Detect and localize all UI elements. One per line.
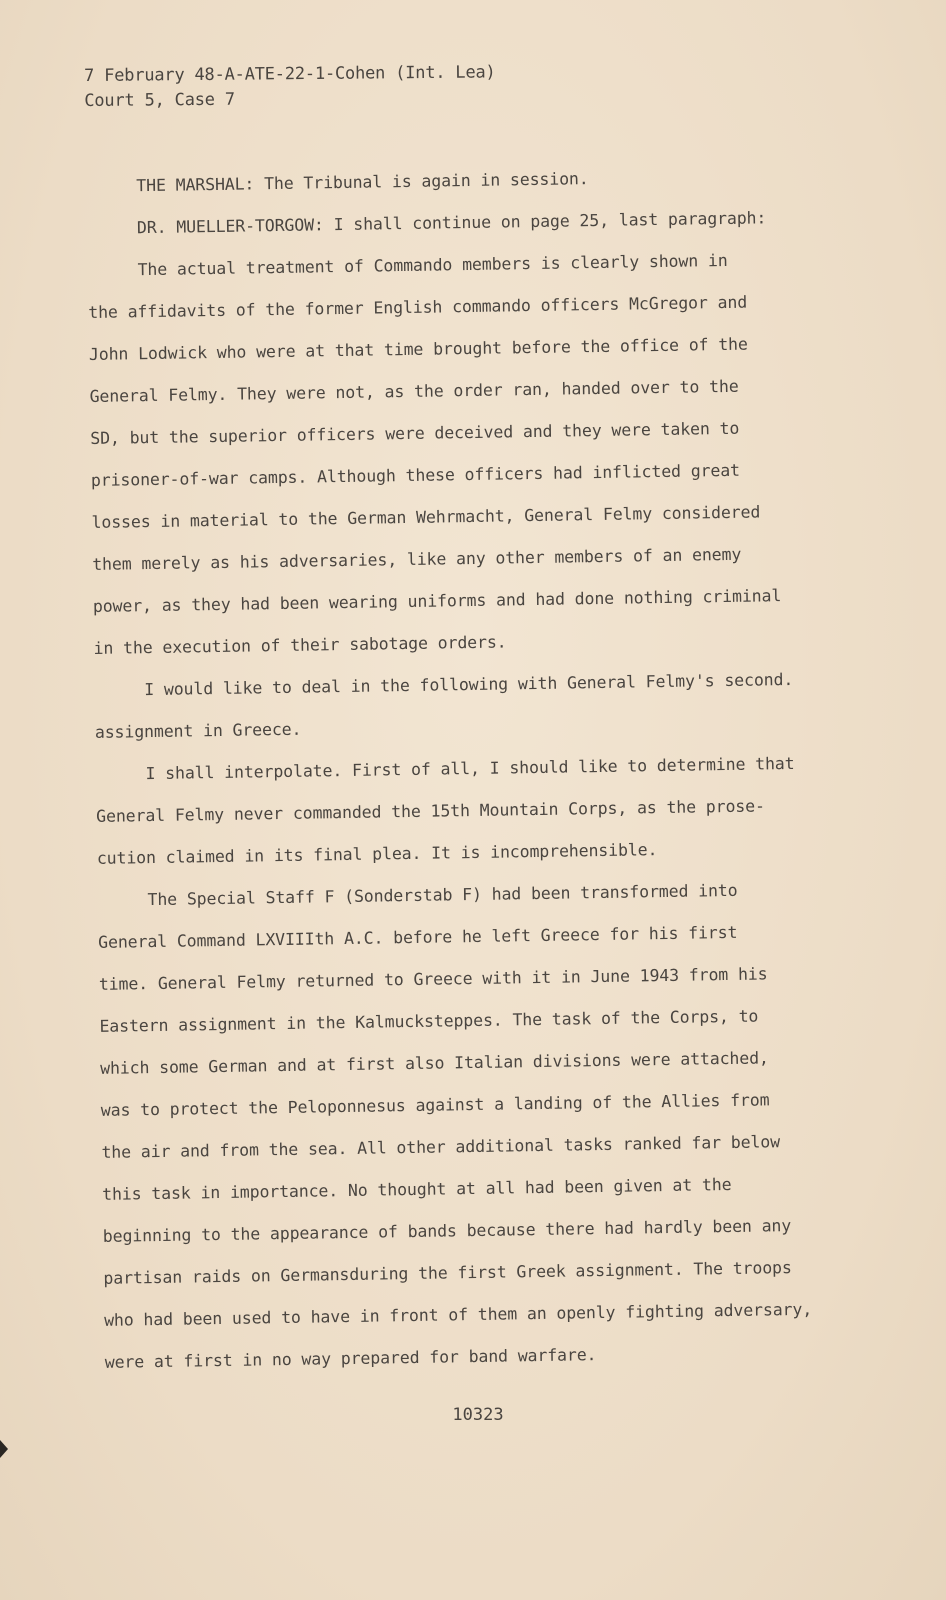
transcript-line: General Felmy never commanded the 15th Mountain Corps, as the prose-: [96, 796, 765, 826]
transcript-line: I shall interpolate. First of all, I should like to determine that: [145, 753, 795, 784]
page-number: 10323: [452, 1405, 504, 1425]
transcript-line: cution claimed in its final plea. It is incomprehensible.: [96, 840, 658, 868]
transcript-line: SD, but the superior officers were deceived and they were taken to: [90, 418, 740, 448]
transcript-line: was to protect the Peloponnesus against a landing of the Allies from: [100, 1090, 770, 1120]
transcript-line: were at first in no way prepared for band warfare.: [104, 1345, 597, 1372]
transcript-line: THE MARSHAL: The Tribunal is again in session.: [136, 169, 589, 196]
transcript-line: power, as they had been wearing uniforms and had done nothing criminal: [92, 586, 782, 616]
transcript-line: losses in material to the German Wehrmacht, General Felmy considered: [91, 502, 761, 532]
transcript-line: them merely as his adversaries, like any other members of an enemy: [92, 544, 742, 574]
transcript-line: in the execution of their sabotage orders.: [93, 632, 507, 658]
transcript-line: General Felmy. They were not, as the order ran, handed over to the: [89, 376, 739, 406]
transcript-line: assignment in Greece.: [94, 719, 302, 742]
transcript-line: who had been used to have in front of them an openly fighting adversary,: [103, 1299, 813, 1330]
transcript-line: the air and from the sea. All other additional tasks ranked far below: [101, 1132, 781, 1162]
transcript-line: time. General Felmy returned to Greece with it in June 1943 from his: [98, 964, 768, 994]
transcript-line: this task in importance. No thought at all had been given at the: [102, 1174, 732, 1204]
transcript-line: John Lodwick who were at that time brought before the office of the: [88, 334, 748, 364]
header-line-court-case: Court 5, Case 7: [84, 89, 235, 111]
transcript-line: The actual treatment of Commando members is clearly shown in: [137, 250, 728, 280]
transcript-line: beginning to the appearance of bands because there had hardly been any: [102, 1216, 792, 1246]
transcript-body: [86, 154, 845, 1383]
transcript-line: I would like to deal in the following with General Felmy's second.: [144, 669, 794, 700]
transcript-line: The Special Staff F (Sonderstab F) had been transformed into: [147, 880, 738, 910]
document-header: [84, 60, 496, 114]
page-edge-marker: [0, 1440, 8, 1458]
transcript-line: Eastern assignment in the Kalmucksteppes. The task of the Corps, to: [99, 1006, 759, 1036]
transcript-line: DR. MUELLER-TORGOW: I shall continue on page 25, last paragraph:: [136, 208, 767, 238]
transcript-line: partisan raids on Germansduring the first Greek assignment. The troops: [103, 1258, 792, 1288]
transcript-line: prisoner-of-war camps. Although these officers had inflicted great: [90, 460, 741, 490]
header-line-date-reference: 7 February 48-A-ATE-22-1-Cohen (Int. Lea): [84, 62, 496, 86]
transcript-line: General Command LXVIIIth A.C. before he left Greece for his first: [98, 922, 738, 952]
transcript-line: which some German and at first also Italian divisions were attached,: [100, 1048, 769, 1078]
transcript-line: the affidavits of the former English commando officers McGregor and: [88, 292, 748, 322]
